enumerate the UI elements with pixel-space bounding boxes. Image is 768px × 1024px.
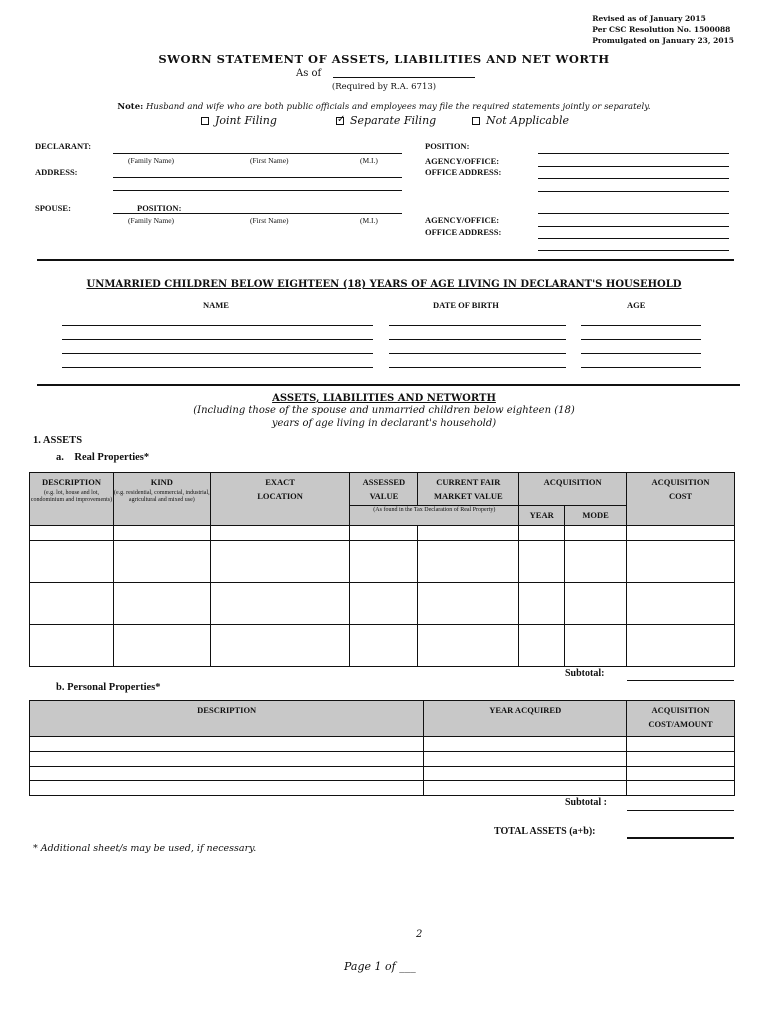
child-dob-field[interactable] <box>389 367 566 368</box>
assets-heading: 1. ASSETS <box>33 435 83 446</box>
personal-subtotal-label: Subtotal : <box>565 797 607 808</box>
table-row <box>30 752 735 767</box>
acquisition-cost-header: ACQUISITION COST <box>627 473 735 526</box>
total-assets-label: TOTAL ASSETS (a+b): <box>494 826 596 837</box>
children-name-header: NAME <box>203 300 229 310</box>
real-properties-heading: a. Real Properties* <box>56 452 150 463</box>
as-of-label: As of <box>296 68 322 79</box>
children-section-title: UNMARRIED CHILDREN BELOW EIGHTEEN (18) YEARS OF AGE LIVING IN DECLARANT'S HOUSEHOLD <box>86 279 682 290</box>
revision-note <box>592 13 734 46</box>
child-name-field[interactable] <box>62 367 373 368</box>
real-subtotal-label: Subtotal: <box>565 668 605 679</box>
resolution-number: Per CSC Resolution No. 1500088 <box>592 25 731 34</box>
mode-header: MODE <box>565 506 627 526</box>
personal-subtotal-field[interactable] <box>627 810 734 811</box>
spouse-office-address-field-2[interactable] <box>538 250 729 251</box>
agency-field[interactable] <box>538 166 729 167</box>
assets-subtitle-1: (Including those of the spouse and unmarried children below eighteen (18) <box>193 405 575 416</box>
declarant-first-name-caption: (First Name) <box>250 156 289 165</box>
spouse-agency-label: AGENCY/OFFICE: <box>425 215 500 225</box>
child-name-field[interactable] <box>62 353 373 354</box>
office-address-field-1[interactable] <box>538 178 729 179</box>
checkbox-icon[interactable] <box>201 117 209 125</box>
required-by: (Required by R.A. 6713) <box>331 82 437 92</box>
personal-properties-heading: b. Personal Properties* <box>56 682 161 693</box>
table-row <box>30 625 735 667</box>
page-of-label: Page 1 of ___ <box>344 960 416 973</box>
spouse-office-address-field-1[interactable] <box>538 238 729 239</box>
spouse-name-field[interactable] <box>113 213 402 214</box>
spouse-label: SPOUSE: <box>35 203 71 213</box>
market-value-header: CURRENT FAIR MARKET VALUE <box>418 473 519 506</box>
note-text: Husband and wife who are both public officials and employees may file the required statements jointly or separately. <box>145 102 651 112</box>
child-dob-field[interactable] <box>389 339 566 340</box>
table-row <box>30 583 735 625</box>
address-field-1[interactable] <box>113 177 402 178</box>
children-dob-header: DATE OF BIRTH <box>433 300 499 310</box>
real-properties-table <box>29 472 735 667</box>
as-of-field[interactable] <box>333 77 475 78</box>
child-age-field[interactable] <box>581 367 701 368</box>
child-dob-field[interactable] <box>389 325 566 326</box>
spouse-mi-caption: (M.I.) <box>360 216 378 225</box>
table-row <box>30 781 735 796</box>
joint-filing-label: Joint Filing <box>215 114 277 127</box>
assessed-value-header: ASSESSED VALUE <box>350 473 418 506</box>
table-row <box>30 526 735 541</box>
spouse-office-address-label: OFFICE ADDRESS: <box>425 227 502 237</box>
address-field-2[interactable] <box>113 190 402 191</box>
child-name-field[interactable] <box>62 339 373 340</box>
child-age-field[interactable] <box>581 325 701 326</box>
year-header: YEAR <box>519 506 565 526</box>
checkbox-icon[interactable] <box>472 117 480 125</box>
assets-section-title: ASSETS, LIABILITIES AND NETWORTH <box>272 393 496 404</box>
section-divider <box>37 384 740 386</box>
personal-description-header: DESCRIPTION <box>30 701 424 737</box>
declarant-name-field[interactable] <box>113 153 402 154</box>
separate-filing-option[interactable] <box>336 114 436 127</box>
not-applicable-label: Not Applicable <box>486 114 570 127</box>
child-dob-field[interactable] <box>389 353 566 354</box>
address-label: ADDRESS: <box>35 167 78 177</box>
page-title: SWORN STATEMENT OF ASSETS, LIABILITIES AND NET WORTH <box>158 52 610 66</box>
note-label: Note: <box>117 102 144 112</box>
office-address-label: OFFICE ADDRESS: <box>425 167 502 177</box>
agency-label: AGENCY/OFFICE: <box>425 156 500 166</box>
not-applicable-option[interactable] <box>472 114 569 127</box>
spouse-first-name-caption: (First Name) <box>250 216 289 225</box>
revised-date: Revised as of January 2015 <box>592 14 706 23</box>
child-age-field[interactable] <box>581 353 701 354</box>
section-divider <box>37 259 734 261</box>
office-address-field-2[interactable] <box>538 191 729 192</box>
declarant-family-name-caption: (Family Name) <box>128 156 175 165</box>
child-name-field[interactable] <box>62 325 373 326</box>
year-acquired-header: YEAR ACQUIRED <box>424 701 627 737</box>
promulgated-date: Promulgated on January 23, 2015 <box>592 36 734 45</box>
position-label: POSITION: <box>425 141 470 151</box>
page-number: 2 <box>416 929 423 940</box>
real-subtotal-field[interactable] <box>627 680 734 681</box>
joint-filing-option[interactable] <box>201 114 277 127</box>
filing-note <box>0 102 768 112</box>
spouse-family-name-caption: (Family Name) <box>128 216 175 225</box>
cost-amount-header: ACQUISITION COST/AMOUNT <box>627 701 735 737</box>
table-row <box>30 767 735 781</box>
declarant-label: DECLARANT: <box>35 141 92 151</box>
personal-properties-table <box>29 700 735 796</box>
total-assets-field[interactable] <box>627 837 734 839</box>
kind-header: KIND (e.g. residential, commercial, industrial, agricultural and mixed use) <box>113 473 210 526</box>
table-row <box>30 541 735 583</box>
table-row <box>30 737 735 752</box>
position-field[interactable] <box>538 153 729 154</box>
assets-subtitle-2: years of age living in declarant's household) <box>271 418 497 429</box>
acquisition-header: ACQUISITION <box>519 473 627 506</box>
spouse-position-field[interactable] <box>538 213 729 214</box>
children-age-header: AGE <box>627 300 646 310</box>
separate-filing-label: Separate Filing <box>350 114 437 127</box>
tax-declaration-note: (As found in the Tax Declaration of Real Property) <box>350 506 519 526</box>
spouse-agency-field[interactable] <box>538 226 729 227</box>
checkbox-icon[interactable] <box>336 117 344 125</box>
additional-sheets-note: * Additional sheet/s may be used, if necessary. <box>33 843 257 854</box>
spouse-position-label: POSITION: <box>137 203 182 213</box>
description-header: DESCRIPTION (e.g. lot, house and lot, condominium and improvements) <box>30 473 114 526</box>
location-header: EXACT LOCATION <box>210 473 350 526</box>
declarant-mi-caption: (M.I.) <box>360 156 378 165</box>
child-age-field[interactable] <box>581 339 701 340</box>
